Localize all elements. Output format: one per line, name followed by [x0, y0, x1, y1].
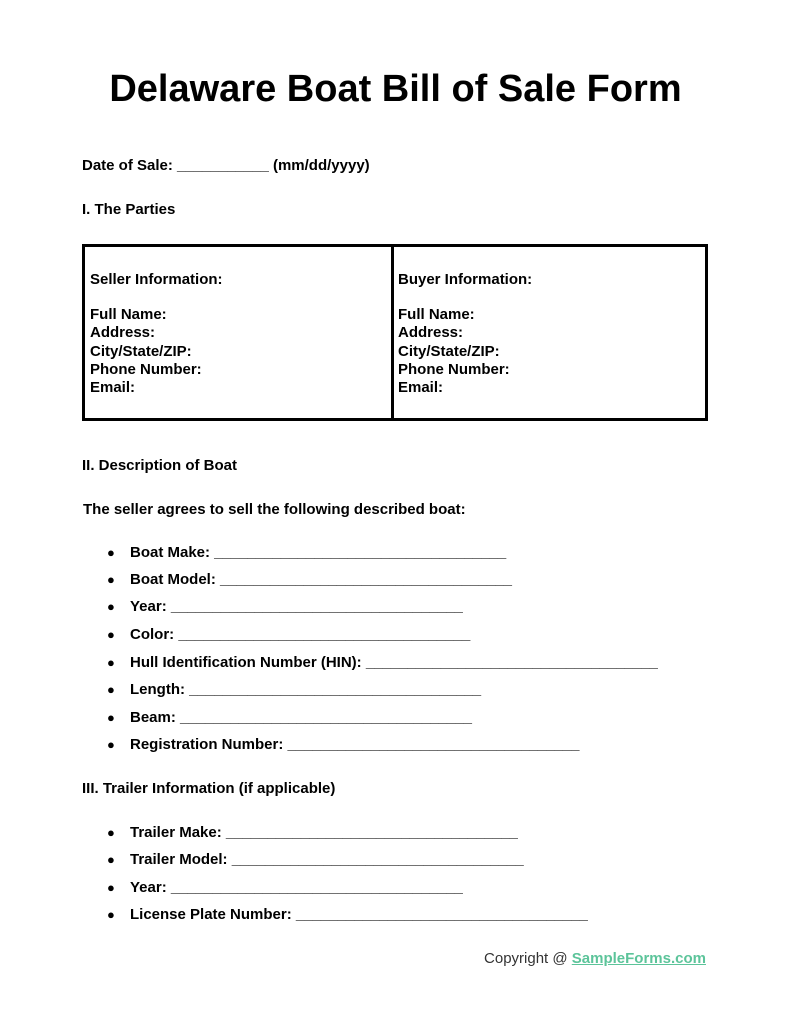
- bullet-icon: ●: [107, 852, 115, 867]
- copyright-text: Copyright @: [484, 950, 572, 967]
- list-item-text: Beam: ___________________________________: [130, 709, 472, 726]
- list-item-text: Trailer Model: ___________________________________: [130, 851, 524, 868]
- sampleforms-link[interactable]: SampleForms.com: [571, 950, 706, 967]
- buyer-info: [398, 271, 532, 397]
- bullet-icon: ●: [107, 825, 115, 840]
- list-item-text: Year: ___________________________________: [130, 879, 463, 896]
- trailer-list-item: [107, 879, 463, 896]
- trailer-list-item: [107, 824, 518, 841]
- boat-list-item: [107, 681, 481, 698]
- seller-field: Phone Number:: [90, 360, 202, 378]
- boat-list-item: [107, 544, 506, 561]
- page-title: Delaware Boat Bill of Sale Form: [109, 68, 682, 110]
- list-item-text: Color: ___________________________________: [130, 626, 471, 643]
- buyer-field: Email:: [398, 379, 444, 397]
- section-boat-heading: II. Description of Boat: [82, 457, 238, 474]
- parties-table: [82, 244, 708, 421]
- section-trailer-heading: III. Trailer Information (if applicable): [82, 780, 336, 797]
- bullet-icon: ●: [107, 682, 115, 697]
- buyer-field: Phone Number:: [398, 360, 510, 378]
- seller-field: Email:: [90, 379, 136, 397]
- buyer-field: City/State/ZIP:: [398, 342, 500, 360]
- bullet-icon: ●: [107, 599, 115, 614]
- bullet-icon: ●: [107, 627, 115, 642]
- boat-list-item: [107, 626, 470, 643]
- seller-field: Full Name:: [90, 306, 167, 324]
- seller-field: City/State/ZIP:: [90, 342, 192, 360]
- list-item-text: Hull Identification Number (HIN): ___________________________________: [130, 654, 658, 671]
- list-item-text: Year: ___________________________________: [130, 598, 463, 615]
- bullet-icon: ●: [107, 880, 115, 895]
- list-item-text: License Plate Number: ___________________________________: [130, 906, 588, 923]
- list-item-text: Registration Number: ___________________________________: [130, 736, 580, 753]
- boat-list-item: [107, 598, 463, 615]
- list-item-text: Boat Make: ___________________________________: [130, 544, 507, 561]
- boat-list-item: [107, 571, 512, 588]
- table-divider: [391, 247, 394, 418]
- bullet-icon: ●: [107, 655, 115, 670]
- list-item-text: Boat Model: ___________________________________: [130, 571, 512, 588]
- copyright-footer: [484, 950, 706, 967]
- bullet-icon: ●: [107, 572, 115, 587]
- list-item-text: Length: ___________________________________: [130, 681, 482, 698]
- buyer-field: Full Name:: [398, 306, 475, 324]
- bullet-icon: ●: [107, 907, 115, 922]
- boat-list-item: [107, 709, 472, 726]
- date-of-sale: Date of Sale: ___________ (mm/dd/yyyy): [82, 157, 370, 174]
- seller-info: [90, 271, 223, 397]
- bullet-icon: ●: [107, 737, 115, 752]
- bullet-icon: ●: [107, 710, 115, 725]
- list-item-text: Trailer Make: ___________________________________: [130, 824, 518, 841]
- boat-list-item: [107, 654, 658, 671]
- section-boat-intro: The seller agrees to sell the following described boat:: [83, 501, 466, 518]
- trailer-list-item: [107, 851, 524, 868]
- seller-field: Address:: [90, 324, 156, 342]
- buyer-field: Address:: [398, 324, 464, 342]
- bullet-icon: ●: [107, 545, 115, 560]
- section-parties-heading: I. The Parties: [82, 201, 176, 218]
- trailer-list-item: [107, 906, 588, 923]
- seller-heading: Seller Information:: [90, 271, 223, 288]
- boat-list-item: [107, 736, 580, 753]
- buyer-heading: Buyer Information:: [398, 271, 533, 288]
